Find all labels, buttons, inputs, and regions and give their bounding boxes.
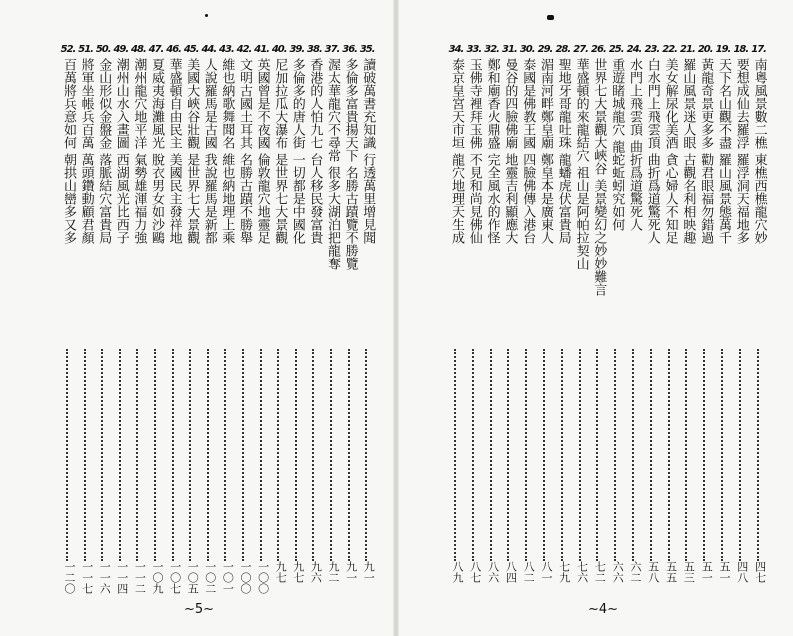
entry-title <box>60 58 75 244</box>
entry-title-line: 將軍坐帳兵百萬 <box>78 58 94 149</box>
entry-number: 38. <box>307 44 322 55</box>
entry-page-number: 七九 <box>557 561 571 583</box>
toc-entry <box>733 44 748 589</box>
toc-entry <box>519 44 534 589</box>
entry-title <box>484 58 499 244</box>
entry-title <box>183 58 198 244</box>
entry-number: 25. <box>608 44 624 55</box>
folio-left: ~5~ <box>184 602 215 617</box>
entry-subtitle-line: 維也納地理上乘 <box>219 153 235 244</box>
entry-title-line: 玉佛寺裡拜玉佛 <box>466 58 482 149</box>
entry-title <box>519 58 534 244</box>
entry-page-number: 四八 <box>735 561 749 583</box>
toc-entry <box>448 44 463 589</box>
entry-number: 17. <box>751 44 766 55</box>
entry-page-number: 九一 <box>344 561 358 583</box>
entry-subtitle-line: 美景變幻之妙妙難言 <box>591 179 607 296</box>
toc-entry <box>608 44 623 589</box>
entry-number: 37. <box>324 44 340 55</box>
entry-title <box>733 58 748 244</box>
entry-subtitle-line: 完全風水的作怪 <box>484 153 500 244</box>
entry-title <box>254 58 269 244</box>
entry-title-line: 渥太華龍穴不尋常 <box>325 58 340 162</box>
entry-title-line: 維也納歌舞聞名 <box>219 58 235 149</box>
entry-title-line: 泰國是佛教王國 <box>520 58 536 149</box>
dot-leader <box>224 349 226 561</box>
entry-title <box>697 58 712 244</box>
entry-title <box>573 58 588 270</box>
entry-page-number: 七二 <box>593 561 607 583</box>
entry-title-line: 曼谷的四臉佛廟 <box>502 58 518 149</box>
entry-page-number: 一〇九 <box>151 561 164 594</box>
ink-mark <box>205 14 208 17</box>
entry-title-line: 多倫多富貴揚天下 <box>342 58 358 162</box>
entry-number: 49. <box>113 44 129 55</box>
entry-subtitle-line: 曲折爲道驚死人 <box>644 153 660 244</box>
entry-number: 24. <box>626 44 642 55</box>
entry-page-number: 一〇五 <box>186 561 200 594</box>
entry-title-line: 泰京皇宮天市垣 <box>449 58 464 149</box>
dot-leader <box>295 349 297 561</box>
toc-entry <box>715 44 730 589</box>
toc-entry <box>148 44 164 594</box>
entry-page-number: 九六 <box>309 561 323 583</box>
toc-entry <box>60 44 76 594</box>
entry-title <box>448 58 463 244</box>
entry-subtitle-line: 脫衣男女如沙鷗 <box>149 153 164 244</box>
entry-title <box>113 58 128 244</box>
entry-page-number: 八四 <box>504 561 518 583</box>
entry-number: 41. <box>254 44 269 55</box>
entry-title <box>236 58 251 244</box>
entry-title <box>555 58 570 244</box>
entry-page-number: 九二 <box>327 561 340 583</box>
entry-title-line: 潮州山水入畫圖 <box>113 58 129 149</box>
entry-page-number: 一〇一 <box>221 561 235 594</box>
entry-title <box>715 58 730 244</box>
entry-number: 48. <box>131 44 146 55</box>
entry-subtitle-line: 西湖風光比西子 <box>113 153 129 244</box>
entry-title <box>130 58 145 244</box>
entry-title <box>644 58 659 244</box>
entry-subtitle-line: 龍穴地理天生成 <box>449 153 464 244</box>
entry-subtitle-line: 龍蟠虎伏富貴局 <box>555 153 571 244</box>
entry-page-number: 五五 <box>664 561 678 583</box>
entry-page-number: 一〇〇 <box>239 561 252 594</box>
dot-leader <box>84 349 86 561</box>
toc-entry <box>751 44 766 589</box>
entry-page-number: 一一七 <box>80 561 94 594</box>
entry-subtitle-line: 台人移民發富貴 <box>307 153 323 244</box>
entry-title-line: 重遊睹城龍穴 <box>609 58 625 136</box>
entry-title-line: 華盛頓自由民主 <box>166 58 182 149</box>
entry-title <box>501 58 516 244</box>
entry-title <box>626 58 641 231</box>
entry-subtitle-line: 羅山風景態萬千 <box>716 153 731 244</box>
dot-leader <box>525 349 527 561</box>
entry-subtitle-line: 羅浮洞天福地多 <box>733 153 749 244</box>
dot-leader <box>614 349 616 561</box>
entry-page-number: 八六 <box>486 561 500 583</box>
entry-number: 21. <box>680 44 695 55</box>
entry-title <box>95 58 110 244</box>
entry-subtitle-line: 名勝古蹟不勝舉 <box>237 153 252 244</box>
entry-title <box>306 58 321 244</box>
entry-page-number: 五一 <box>718 561 731 583</box>
entry-page-number: 六二 <box>629 561 642 583</box>
entry-subtitle-line: 是世界七大景觀 <box>184 153 200 244</box>
dot-leader <box>596 349 598 561</box>
entry-title-line: 白水門上飛雲頂 <box>644 58 660 149</box>
toc-entry <box>679 44 694 589</box>
entry-title <box>166 58 181 244</box>
toc-entry <box>324 44 339 589</box>
entry-title-line: 香港的人怕九七 <box>307 58 323 149</box>
entry-number: 50. <box>95 44 111 55</box>
toc-entry <box>501 44 516 589</box>
entry-number: 31. <box>502 44 517 55</box>
dot-leader <box>668 349 670 561</box>
entry-title-line: 水門上飛雲頂 <box>627 58 642 136</box>
entry-number: 35. <box>359 44 375 55</box>
entry-page-number: 九七 <box>274 561 288 583</box>
entry-page-number: 一一六 <box>98 561 112 594</box>
entry-subtitle-line: 是世界七大景觀 <box>272 153 288 244</box>
entry-subtitle-line: 名勝古蹟覽不勝覽 <box>342 166 358 270</box>
dot-leader <box>207 349 209 561</box>
dot-leader <box>66 349 68 561</box>
entry-subtitle-line: 不見和尚見佛仙 <box>466 153 482 244</box>
entry-subtitle-line: 很多大湖泊把龍奪 <box>325 166 340 270</box>
entry-subtitle-line: 我說羅馬是新都 <box>201 153 217 244</box>
entry-subtitle-line: 落脈結穴富貴局 <box>96 153 112 244</box>
entry-title-line: 金山形似金盤金 <box>96 58 112 149</box>
entry-number: 27. <box>573 44 588 55</box>
dot-leader <box>757 349 759 561</box>
book-gutter <box>393 0 399 636</box>
dot-leader <box>242 349 244 561</box>
toc-entry <box>644 44 659 589</box>
entry-title <box>342 58 357 270</box>
toc-entry <box>95 44 112 594</box>
toc-entry <box>236 44 252 594</box>
toc-entry <box>626 44 641 589</box>
entry-title <box>271 58 286 244</box>
dot-leader <box>348 349 350 561</box>
dot-leader <box>260 349 262 561</box>
toc-entry <box>342 44 357 589</box>
entry-number: 46. <box>166 44 181 55</box>
entry-subtitle-line: 一切都是中國化 <box>289 153 305 244</box>
dot-leader <box>507 349 509 561</box>
entry-number: 42. <box>236 44 252 55</box>
entry-number: 34. <box>448 44 464 55</box>
entry-title <box>662 58 677 244</box>
entry-title <box>359 58 374 244</box>
entry-title <box>608 58 623 231</box>
entry-title-line: 百萬將兵意如何 <box>61 58 76 149</box>
dot-leader <box>632 349 634 561</box>
entry-subtitle-line: 貪心婦人不知足 <box>662 153 678 244</box>
entry-number: 33. <box>466 44 482 55</box>
entry-page-number: 六六 <box>611 561 625 583</box>
entry-subtitle-line: 氣勢雄渾福力強 <box>131 153 147 244</box>
dot-leader <box>685 349 687 561</box>
entry-page-number: 九七 <box>291 561 305 583</box>
entry-subtitle-line: 行透萬里增見聞 <box>360 153 376 244</box>
toc-entry <box>573 44 588 589</box>
toc-entry <box>78 44 94 594</box>
toc-entry <box>359 44 374 589</box>
entry-page-number: 一〇七 <box>168 561 182 594</box>
entry-number: 18. <box>733 44 749 55</box>
toc-entry <box>306 44 321 589</box>
entry-number: 28. <box>555 44 571 55</box>
entry-number: 44. <box>201 44 217 55</box>
ink-mark <box>547 15 554 20</box>
toc-entry <box>662 44 677 589</box>
entry-title <box>537 58 552 244</box>
entry-subtitle-line: 鄭皇本是廣東人 <box>538 153 553 244</box>
entry-page-number: 一一二 <box>133 561 147 594</box>
entry-subtitle-line: 古觀名利相映趣 <box>680 153 696 244</box>
entry-subtitle-line: 龍蛇蚯蚓究如何 <box>609 140 625 231</box>
entry-number: 52. <box>60 44 76 55</box>
entry-number: 20. <box>697 44 713 55</box>
toc-entry <box>697 44 712 589</box>
entry-title-line: 南粵風景數二樵 <box>751 58 767 149</box>
entry-title-line: 英國曾是不夜國 <box>254 58 270 149</box>
toc-entry <box>201 44 217 594</box>
entry-page-number: 一〇二 <box>203 561 217 594</box>
entry-page-number: 七六 <box>575 561 589 583</box>
dot-leader <box>561 349 563 561</box>
entry-title-line: 人說羅馬是古國 <box>201 58 217 149</box>
entry-page-number: 九一 <box>362 561 376 583</box>
dot-leader <box>330 349 332 561</box>
entry-number: 30. <box>519 44 535 55</box>
toc-entry <box>590 44 605 589</box>
entry-subtitle-line: 萬頭鑽動顧君顏 <box>78 153 94 244</box>
dot-leader <box>721 349 723 561</box>
dot-leader <box>136 349 138 561</box>
entry-title-line: 美女解尿化美酒 <box>662 58 678 149</box>
entry-title-line: 要想成仙去羅浮 <box>733 58 749 149</box>
entry-subtitle-line: 祖山是阿帕拉契山 <box>573 166 589 270</box>
entry-title-line: 鄭和廟香火鼎盛 <box>484 58 500 149</box>
entry-number: 45. <box>183 44 199 55</box>
entry-subtitle-line: 朝拱山巒多又多 <box>61 153 76 244</box>
entry-page-number: 八九 <box>451 561 464 583</box>
entry-page-number: 五三 <box>682 561 696 583</box>
entry-title <box>590 58 605 296</box>
entry-title-line: 聖地牙哥龍吐珠 <box>555 58 571 149</box>
dot-leader <box>650 349 652 561</box>
entry-title <box>679 58 694 244</box>
entry-title-line: 華盛頓的來龍結穴 <box>573 58 589 162</box>
entry-page-number: 五一 <box>700 561 714 583</box>
entry-title-line: 湄南河畔鄭皇廟 <box>538 58 553 149</box>
toc-entry <box>166 44 182 594</box>
toc-entry <box>130 44 147 594</box>
entry-page-number: 五八 <box>646 561 660 583</box>
entry-page-number: 八二 <box>522 561 536 583</box>
entry-subtitle-line: 四臉佛傳入港台 <box>520 153 536 244</box>
entry-page-number: 八一 <box>540 561 553 583</box>
toc-entry <box>113 44 129 594</box>
dot-leader <box>101 349 103 561</box>
entry-number: 47. <box>148 44 164 55</box>
entry-number: 43. <box>219 44 234 55</box>
toc-entry <box>218 44 235 594</box>
entry-title-line: 夏威夷海灘風光 <box>149 58 164 149</box>
dot-leader <box>365 349 367 561</box>
entry-page-number: 八七 <box>468 561 482 583</box>
entry-subtitle-line: 東樵西樵龍穴妙 <box>751 153 767 244</box>
dot-leader <box>277 349 279 561</box>
entry-number: 36. <box>342 44 357 55</box>
entry-title-line: 美國大峽谷壯觀 <box>184 58 200 149</box>
toc-entry <box>537 44 552 589</box>
toc-entry <box>289 44 304 589</box>
entry-subtitle-line: 地靈吉利顯應大 <box>502 153 518 244</box>
entry-subtitle-line: 曲折爲道驚死人 <box>627 140 642 231</box>
entry-title <box>201 58 216 244</box>
entry-title <box>289 58 304 244</box>
dot-leader <box>189 349 191 561</box>
entry-title <box>218 58 233 244</box>
entry-title <box>78 58 93 244</box>
dot-leader <box>454 349 456 561</box>
entry-number: 32. <box>484 44 499 55</box>
entry-title <box>466 58 481 244</box>
entry-page-number: 一〇〇 <box>256 561 270 594</box>
dot-leader <box>172 349 174 561</box>
entry-number: 40. <box>271 44 287 55</box>
entry-title-line: 多倫多的唐人街 <box>289 58 305 149</box>
dot-leader <box>154 349 156 561</box>
entry-number: 22. <box>662 44 677 55</box>
toc-entry <box>466 44 481 589</box>
toc-entry <box>183 44 200 594</box>
entry-subtitle-line: 勸君眼福勿錯過 <box>698 153 714 244</box>
entry-title-line: 黃龍奇景更多多 <box>698 58 714 149</box>
entry-title <box>751 58 766 244</box>
entry-title-line: 羅山風景迷人眼 <box>680 58 696 149</box>
entry-number: 29. <box>537 44 553 55</box>
entry-title-line: 文明古國土耳其 <box>237 58 252 149</box>
entry-title <box>148 58 163 244</box>
entry-number: 26. <box>591 44 606 55</box>
dot-leader <box>472 349 474 561</box>
entry-title-line: 讀破萬書充知識 <box>360 58 376 149</box>
entry-title-line: 天下名山觀不盡 <box>716 58 731 149</box>
toc-entry <box>254 44 270 594</box>
entry-number: 23. <box>644 44 660 55</box>
dot-leader <box>703 349 705 561</box>
toc-entry <box>484 44 499 589</box>
dot-leader <box>579 349 581 561</box>
dot-leader <box>490 349 492 561</box>
dot-leader <box>312 349 314 561</box>
folio-right: ~4~ <box>588 602 619 617</box>
toc-entry <box>271 44 286 589</box>
entry-subtitle-line: 美國民主發祥地 <box>166 153 182 244</box>
dot-leader <box>543 349 545 561</box>
entry-number: 19. <box>715 44 731 55</box>
entry-title-line: 潮州龍穴地平洋 <box>131 58 147 149</box>
dot-leader <box>739 349 741 561</box>
dot-leader <box>119 349 121 561</box>
entry-title <box>324 58 339 270</box>
entry-number: 51. <box>78 44 93 55</box>
entry-title-line: 世界七大景觀大峽谷 <box>591 58 607 175</box>
entry-number: 39. <box>289 44 305 55</box>
entry-title-line: 尼加拉瓜大瀑布 <box>272 58 288 149</box>
toc-entry <box>555 44 570 589</box>
entry-page-number: 一一四 <box>115 561 129 594</box>
entry-page-number: 一二〇 <box>63 561 76 594</box>
entry-subtitle-line: 倫敦龍穴地靈足 <box>254 153 270 244</box>
entry-page-number: 四七 <box>753 561 767 583</box>
